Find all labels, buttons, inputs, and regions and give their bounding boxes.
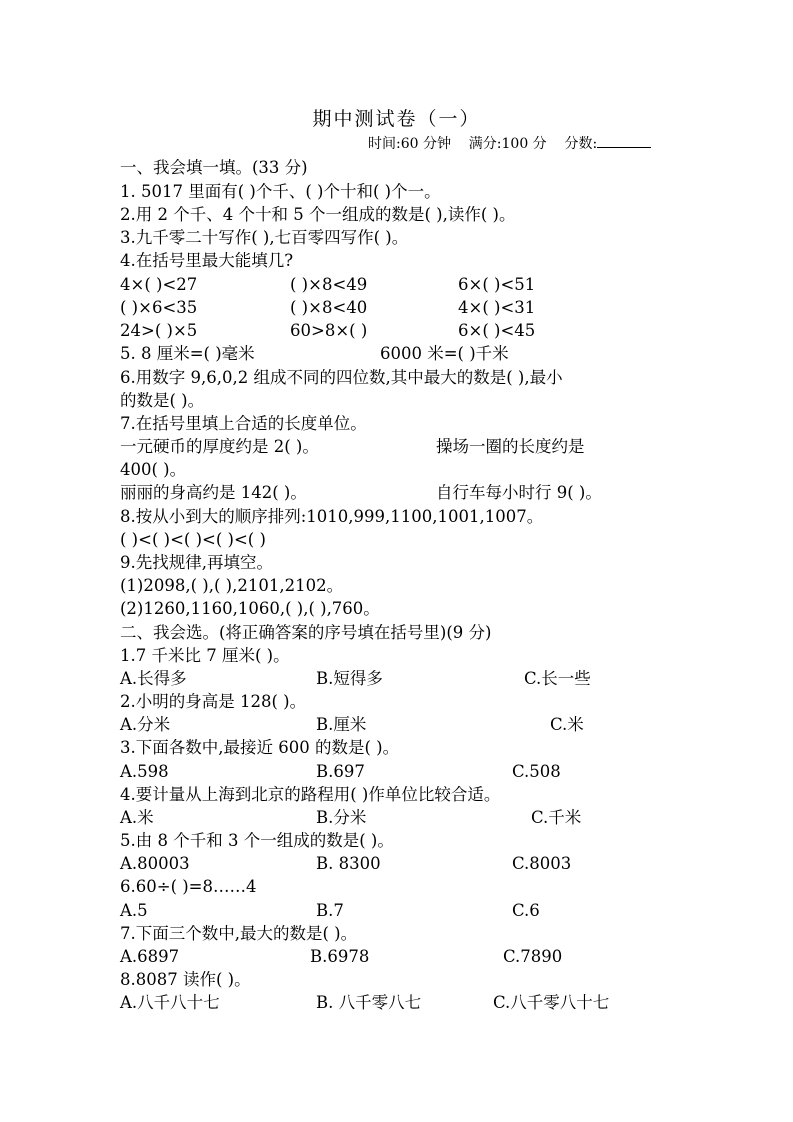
choice-2-c: C.米: [550, 715, 584, 734]
choice-8-a: A.八千八十七: [120, 993, 220, 1012]
choice-6-c: C.6: [512, 901, 540, 920]
question-1-9: 9.先找规律,再填空。: [120, 553, 273, 572]
question-1-7: 7.在括号里填上合适的长度单位。: [120, 414, 367, 433]
choice-3-b: B.697: [316, 762, 365, 781]
score-blank[interactable]: [597, 133, 651, 148]
question-1-6a: 6.用数字 9,6,0,2 组成不同的四位数,其中最大的数是( ),最小: [120, 368, 563, 387]
question-1-3: 3.九千零二十写作( ),七百零四写作( )。: [120, 228, 409, 247]
score-label: 分数:: [564, 136, 598, 152]
choice-7-a: A.6897: [120, 947, 180, 966]
q4-row2-col2: ( )×8<40: [290, 298, 368, 317]
choice-8-c: C.八千零八十七: [493, 993, 610, 1012]
question-1-6b: 的数是( )。: [120, 391, 205, 410]
choice-8-b: B. 八千零八七: [316, 993, 422, 1012]
choice-question-1: 1.7 千米比 7 厘米( )。: [120, 646, 290, 665]
question-1-7a: 一元硬币的厚度约是 2( )。: [120, 437, 319, 456]
choice-question-2: 2.小明的身高是 128( )。: [120, 692, 307, 711]
choice-4-b: B.分米: [316, 808, 367, 827]
choice-question-3: 3.下面各数中,最接近 600 的数是( )。: [120, 738, 400, 757]
q4-row1-col3: 6×( )<51: [458, 275, 536, 294]
question-1-2: 2.用 2 个千、4 个十和 5 个一组成的数是( ),读作( )。: [120, 205, 516, 224]
choice-4-a: A.米: [120, 808, 154, 827]
q4-row3-col1: 24>( )×5: [120, 321, 198, 340]
question-1-5a: 5. 8 厘米=( )毫米: [120, 344, 255, 363]
q4-row3-col2: 60>8×( ): [290, 321, 368, 340]
choice-5-b: B. 8300: [316, 854, 381, 873]
choice-3-c: C.508: [512, 762, 561, 781]
question-1-7d: 丽丽的身高约是 142( )。: [120, 483, 307, 502]
choice-7-b: B.6978: [310, 947, 370, 966]
q4-row1-col2: ( )×8<49: [290, 275, 368, 294]
question-1-1: 1. 5017 里面有( )个千、( )个十和( )个一。: [120, 182, 441, 201]
q4-row2-col3: 4×( )<31: [458, 298, 536, 317]
choice-question-6: 6.60÷( )=8……4: [120, 877, 257, 896]
exam-meta: [368, 133, 651, 153]
choice-question-4: 4.要计量从上海到北京的路程用( )作单位比较合适。: [120, 785, 501, 804]
choice-1-c: C.长一些: [524, 669, 591, 688]
q4-row3-col3: 6×( )<45: [458, 321, 536, 340]
question-1-7c: 400( )。: [120, 460, 187, 479]
question-1-5b: 6000 米=( )千米: [380, 344, 509, 363]
choice-2-b: B.厘米: [316, 715, 367, 734]
question-1-9a: (1)2098,( ),( ),2101,2102。: [120, 576, 344, 595]
section-2-heading: 二、我会选。(将正确答案的序号填在括号里)(9 分): [120, 623, 492, 642]
time-label: 时间:60 分钟: [368, 136, 451, 152]
choice-question-5: 5.由 8 个千和 3 个一组成的数是( )。: [120, 831, 394, 850]
choice-2-a: A.分米: [120, 715, 171, 734]
q4-row1-col1: 4×( )<27: [120, 275, 198, 294]
question-1-4: 4.在括号里最大能填几?: [120, 251, 294, 270]
page-title: 期中测试卷（一）: [312, 108, 481, 130]
section-1-heading: 一、我会填一填。(33 分): [120, 158, 308, 177]
choice-6-a: A.5: [120, 901, 148, 920]
choice-6-b: B.7: [316, 901, 344, 920]
choice-7-c: C.7890: [503, 947, 563, 966]
choice-5-c: C.8003: [512, 854, 572, 873]
question-1-9b: (2)1260,1160,1060,( ),( ),760。: [120, 599, 380, 618]
question-1-7b: 操场一圈的长度约是: [436, 437, 585, 456]
question-1-8: 8.按从小到大的顺序排列:1010,999,1100,1001,1007。: [120, 507, 544, 526]
choice-1-b: B.短得多: [316, 669, 383, 688]
choice-question-7: 7.下面三个数中,最大的数是( )。: [120, 924, 358, 943]
question-1-7e: 自行车每小时行 9( )。: [436, 483, 602, 502]
choice-5-a: A.80003: [120, 854, 190, 873]
q4-row2-col1: ( )×6<35: [120, 298, 198, 317]
full-score-label: 满分:100 分: [468, 136, 547, 152]
choice-3-a: A.598: [120, 762, 169, 781]
choice-1-a: A.长得多: [120, 669, 187, 688]
choice-4-c: C.千米: [531, 808, 582, 827]
choice-question-8: 8.8087 读作( )。: [120, 970, 251, 989]
question-1-8-blanks: ( )<( )<( )<( )<( ): [120, 530, 266, 549]
